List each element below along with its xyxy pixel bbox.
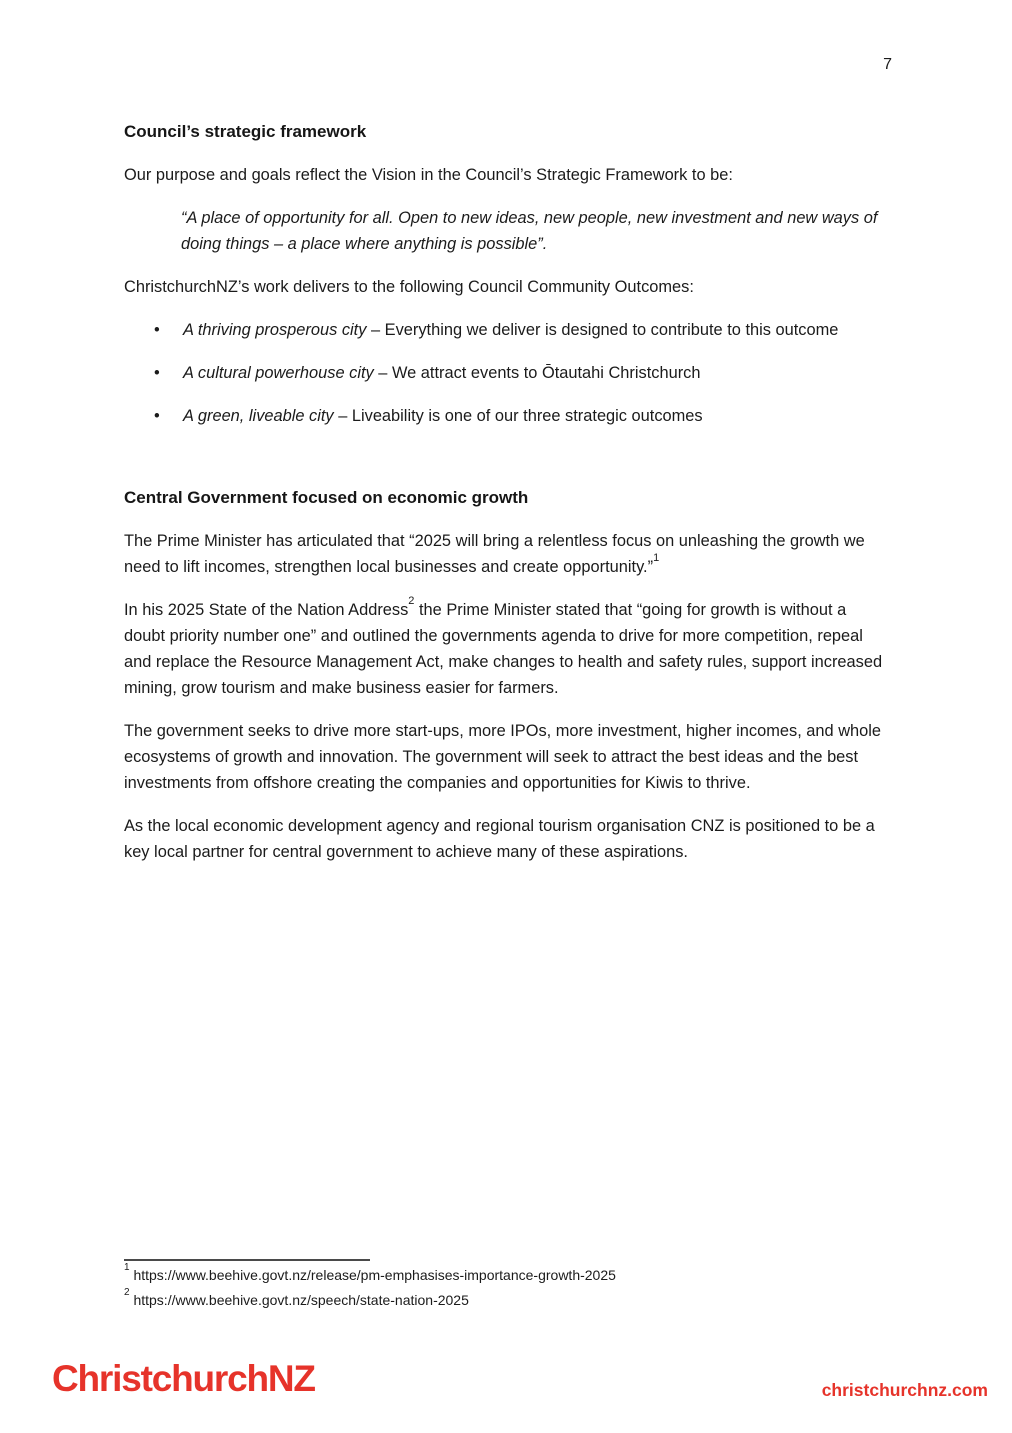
footnote-separator-rule xyxy=(124,1259,370,1261)
footnotes-section xyxy=(124,1259,894,1311)
footnote-1 xyxy=(124,1264,894,1286)
paragraph-text: In his 2025 State of the Nation Address xyxy=(124,601,409,619)
paragraph-government-seeks: The government seeks to drive more start-ups, more IPOs, more investment, higher incomes, and whole ecosystems of growth and innovation. The government will seek to attract the best ideas and the best investments from offshore creating the companies and opportunities for Kiwis to thrive. xyxy=(124,722,882,792)
outcome-description: – We attract events to Ōtautahi Christchurch xyxy=(373,364,701,382)
community-outcomes-list xyxy=(124,317,886,429)
list-item-cultural-city xyxy=(124,360,886,386)
bullet-icon: • xyxy=(154,407,160,425)
paragraph-state-of-nation xyxy=(124,594,886,701)
heading-central-government: Central Government focused on economic growth xyxy=(124,488,529,507)
footnote-marker: 1 xyxy=(124,1262,130,1274)
outcome-description: – Liveability is one of our three strategic outcomes xyxy=(333,407,703,425)
paragraph-text: The Prime Minister has articulated that “2025 will bring a relentless focus on unleashing the growth we need to lift incomes, strengthen local businesses and create opportunity.” xyxy=(124,532,865,576)
paragraph-text: the Prime Minister stated that “going for growth is without a doubt priority number one” and outlined the governments agenda to drive for more competition, repeal and replace the Resource Management Act, make changes to health and safety rules, support increased mining, grow tourism and make business easier for farmers. xyxy=(124,601,883,697)
outcome-name: A cultural powerhouse city xyxy=(183,364,374,382)
page-content xyxy=(124,119,886,865)
bullet-icon: • xyxy=(154,364,160,382)
outcome-description: – Everything we deliver is designed to contribute to this outcome xyxy=(366,321,839,339)
outcome-name: A green, liveable city xyxy=(183,407,334,425)
paragraph-purpose-goals: Our purpose and goals reflect the Vision in the Council’s Strategic Framework to be: xyxy=(124,166,733,184)
footnote-url: https://www.beehive.govt.nz/release/pm-emphasises-importance-growth-2025 xyxy=(133,1267,616,1283)
vision-quote: “A place of opportunity for all. Open to new ideas, new people, new investment and new ways of doing things – a place where anything is possible”. xyxy=(181,209,878,253)
paragraph-outcomes-intro: ChristchurchNZ’s work delivers to the following Council Community Outcomes: xyxy=(124,278,694,296)
page-number: 7 xyxy=(883,56,892,73)
footnote-marker: 2 xyxy=(124,1287,130,1299)
paragraph-pm-articulated xyxy=(124,528,886,580)
heading-council-strategic-framework: Council’s strategic framework xyxy=(124,122,367,141)
bullet-icon: • xyxy=(154,321,160,339)
footnote-2 xyxy=(124,1289,894,1311)
list-item-thriving-city xyxy=(124,317,886,343)
footnote-reference-2: 2 xyxy=(408,594,415,607)
list-item-green-city xyxy=(124,403,886,429)
christchurchnz-logo: ChristchurchNZ xyxy=(52,1358,315,1399)
footer-website-url: christchurchnz.com xyxy=(821,1380,988,1400)
footnote-url: https://www.beehive.govt.nz/speech/state-nation-2025 xyxy=(133,1292,469,1308)
paragraph-cnz-partner: As the local economic development agency and regional tourism organisation CNZ is positioned to be a key local partner for central government to achieve many of these aspirations. xyxy=(124,817,875,861)
footnote-reference-1: 1 xyxy=(653,551,660,564)
outcome-name: A thriving prosperous city xyxy=(183,321,367,339)
